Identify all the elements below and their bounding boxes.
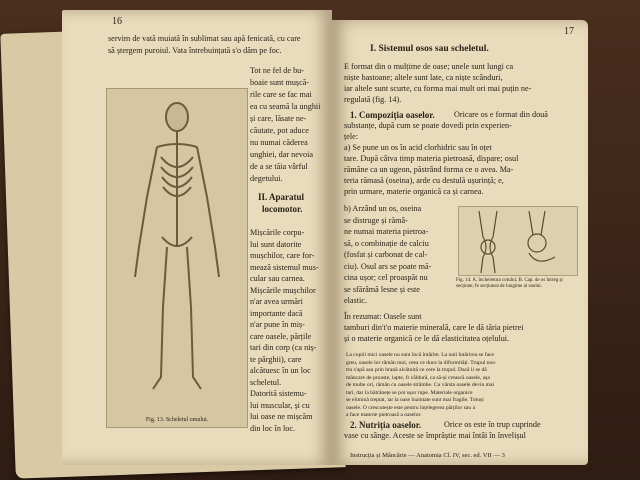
text-line: din loc în loc.: [250, 423, 296, 433]
text-line: mușchilor, care for-: [250, 251, 315, 260]
text-line: iar altele sunt scurte, cu forma mai mult ori mai puțin ne-: [344, 84, 532, 93]
text-line: tari din corp (ca niș-: [250, 343, 317, 352]
text-line: mâncare de proaste, lapte, fr căldură, ca să-și crească oasele, așa: [346, 374, 490, 381]
text-line: Orice os este în trup cuprinde: [444, 420, 541, 429]
text-line: Tot ne fel de bu-: [250, 66, 304, 75]
text-line: te pârghii), care: [250, 354, 302, 364]
text-line: se sfărâmă lesne și este: [344, 284, 420, 294]
figure-caption: Fig. 13. Scheletul omului.: [145, 417, 209, 423]
text-line: tare. După câtva timp materia pietroasă, dispare; osul: [344, 154, 519, 163]
skeleton-illustration: [117, 97, 237, 397]
figure-caption: Fig. 14. A. încheietura cotului; B. Cap. de os întreg și secțiune; fe secțiunea de lungime ai osului.: [456, 278, 563, 289]
text-line: și o materie organică ce le dă elasticitatea oțelului.: [344, 334, 510, 343]
text-line: lui muscular, și cu: [250, 400, 310, 410]
text-line: greu, oasele lor rămân moi, ceea ce duce la diformități. Trupul nos-: [346, 359, 497, 366]
text-line: b) Arzând un os, oseina: [344, 204, 422, 213]
text-line: tru s'apă sau prin hrană alcătuită ce cere la trupul. Dacă li se dă: [346, 367, 487, 373]
text-line: căutate, pot aduce: [250, 126, 309, 135]
section-heading: locomotor.: [262, 204, 303, 214]
text-line: nu numai căderea: [250, 138, 308, 147]
text-line: cina ușor; cel proaspăt nu: [344, 273, 428, 282]
text-line: servim de vată muiată în sublimat sau apă fenicată, cu care: [108, 34, 301, 43]
text-line: a face materie pietroasă a oaselor.: [346, 412, 422, 418]
text-line: se elimină treptat, iar la oase înaintate sunt mai fragile. Totuși: [346, 397, 484, 403]
section-heading: II. Aparatul: [258, 192, 305, 202]
text-line: scheletul.: [250, 377, 282, 387]
right-page: [332, 20, 588, 465]
text-line: se distruge și rămâ-: [344, 215, 408, 225]
text-line: În rezumat: Oasele sunt: [344, 312, 422, 321]
text-line: vase cu sânge. Aceste se împrăștie mai întâi în învelișul: [344, 431, 526, 440]
text-line: degetului.: [250, 174, 283, 183]
page-number: 17: [564, 26, 574, 37]
text-line: Oricare os e format din două: [454, 110, 548, 119]
text-line: alcătuesc în un loc: [250, 366, 311, 375]
text-line: regulată (fig. 14).: [344, 95, 402, 104]
page-footer: Instrucția și Mâncărie — Anatomia Cl. IV, sec. ed. VII — 3: [350, 452, 505, 459]
text-line: oasele. O crescutește este pentru înțelegerea părților sau a: [346, 404, 476, 411]
text-line: Datorită sistemu-: [250, 389, 307, 398]
text-line: tari, dar la bătrânețe se pot ușor rupe. Materiale organice: [346, 389, 473, 396]
text-line: unghiei, dar nevoia: [250, 150, 313, 159]
text-line: Mișcările mușchilor: [250, 285, 316, 295]
section-title: I. Sistemul osos sau scheletul.: [370, 44, 489, 54]
text-line: substanțe, după cum se poate dovedi prin experien-: [344, 121, 512, 130]
text-line: Mișcările corpu-: [250, 228, 305, 237]
text-line: elastic.: [344, 296, 367, 305]
page-number: 16: [112, 16, 122, 27]
text-line: E format din o mulțime de oase; unele sunt lungi ca: [344, 62, 514, 71]
text-line: (fosfat și carbonat de cal-: [344, 250, 428, 259]
text-line: lui oase ne mișcăm: [250, 412, 313, 421]
text-line: de a se tăia vârful: [250, 162, 308, 171]
section-heading: 2. Nutriția oaselor.: [350, 420, 422, 430]
text-line: și care, lăsate ne-: [250, 114, 307, 123]
text-line: mează sistemul mus-: [250, 262, 319, 272]
text-line: niște bastoane; altele sunt late, ca niște scânduri,: [344, 73, 503, 82]
text-line: ea cu seamă la unghii: [250, 102, 321, 111]
text-line: cular sau carnea.: [250, 274, 305, 283]
text-line: importante dacă: [250, 308, 303, 318]
text-line: de multe ori, rămân cu oasele strâmbe. Cu vârsta oasele devin mai: [346, 382, 495, 388]
joint-illustration: [459, 207, 577, 275]
text-line: ciu). Osul ars se poate mă-: [344, 261, 432, 271]
text-line: n'ar avea urmări: [250, 297, 303, 306]
skeleton-figure: [106, 88, 248, 428]
left-page: [62, 10, 332, 465]
text-line: rămâne ca un ugeon, păstrând forma ce o avea. Ma-: [344, 165, 514, 174]
joint-figure: [458, 206, 578, 276]
text-line: lui sunt datorite: [250, 239, 302, 249]
text-line: teria rămasă (oseina), arde cu destulă ușurință; e,: [344, 176, 504, 185]
text-line: n'ar pune în miș-: [250, 320, 305, 329]
text-line: rile care se fac mai: [250, 90, 312, 99]
text-line: prin urmare, materie organică ca și carnea.: [344, 187, 484, 196]
text-line: boaie sunt mușcă-: [250, 78, 310, 87]
text-line: să ștergem puroiul. Vata întrebuințată s'o dăm pe foc.: [108, 46, 282, 55]
text-line: ne numai materia pietroa-: [344, 227, 429, 236]
text-line: țele:: [344, 132, 359, 141]
text-line: La copiii mici oasele nu sunt încă întărite. La unii întărirea se face: [346, 352, 495, 358]
text-line: să, o combinație de calciu: [344, 238, 429, 248]
text-line: care oasele, părțile: [250, 331, 312, 341]
section-heading: 1. Compoziția oaselor.: [350, 110, 435, 120]
text-line: a) Se pune un os în acid clorhidric sau în oțet: [344, 143, 492, 152]
text-line: tamburi din't'o materie minerală, care le dă tăria pietrei: [344, 323, 524, 332]
